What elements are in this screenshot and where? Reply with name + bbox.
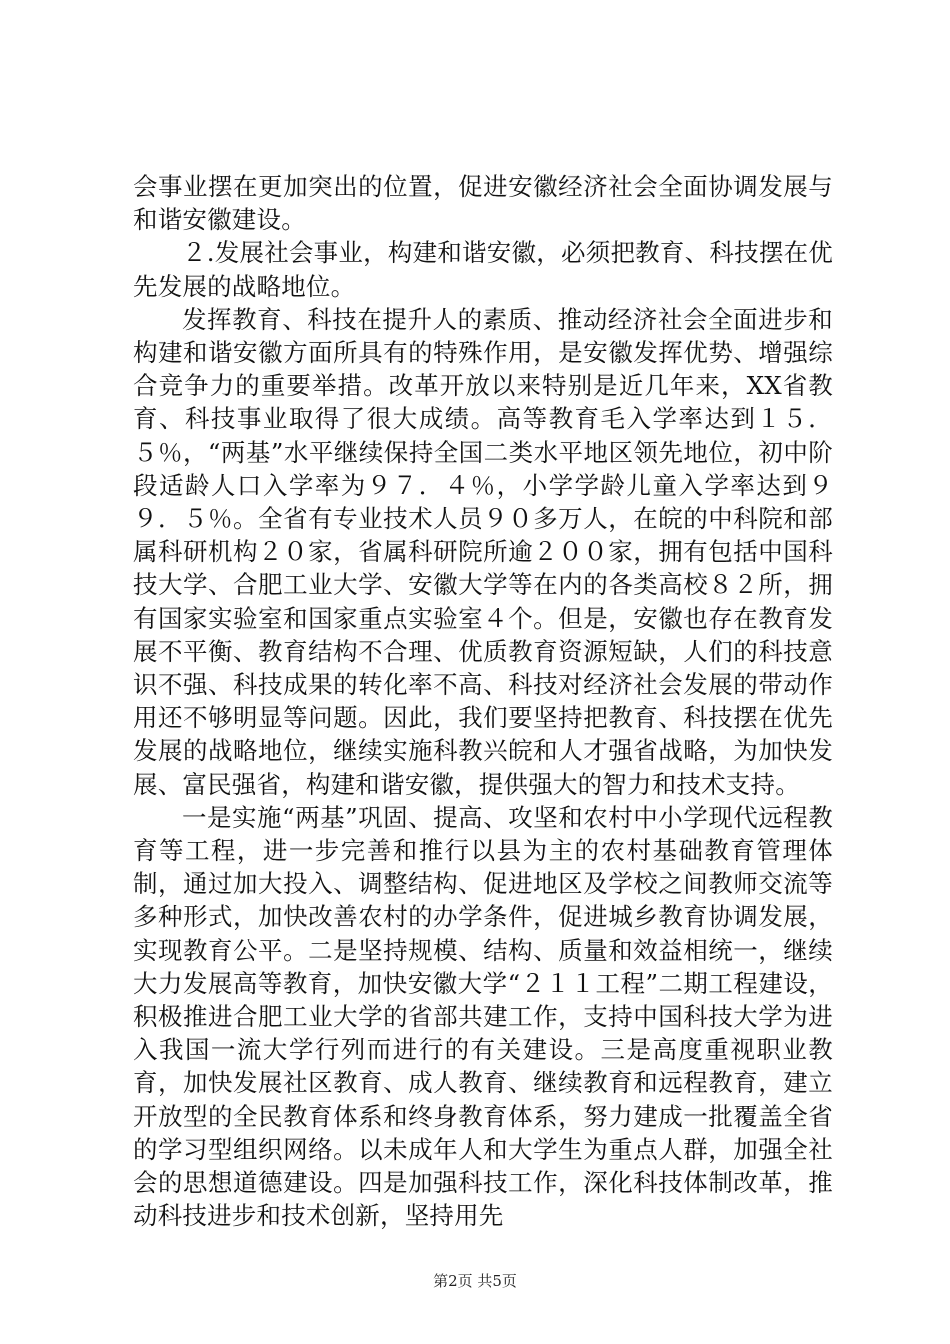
page-footer [0,1270,950,1291]
document-body [133,170,833,1233]
paragraph-education-overview: 发挥教育、科技在提升人的素质、推动经济社会全面进步和构建和谐安徽方面所具有的特殊作用，是安徽发挥优势、增强综合竞争力的重要举措。改革开放以来特别是近几年来，XX省教育、科技事业取得了很大成绩。高等教育毛入学率达到１５．５％，“两基”水平继续保持全国二类水平地区领先地位，初中阶段适龄人口入学率为９７．４％，小学学龄儿童入学率达到９９．５％。全省有专业技术人员９０多万人，在皖的中科院和部属科研机构２０家，省属科研院所逾２００家，拥有包括中国科技大学、合肥工业大学、安徽大学等在内的各类高校８２所，拥有国家实验室和国家重点实验室４个。但是，安徽也存在教育发展不平衡、教育结构不合理、优质教育资源短缺，人们的科技意识不强、科技成果的转化率不高、科技对经济社会发展的带动作用还不够明显等问题。因此，我们要坚持把教育、科技摆在优先发展的战略地位，继续实施科教兴皖和人才强省战略，为加快发展、富民强省，构建和谐安徽，提供强大的智力和技术支持。 [133,304,833,799]
paragraph-heading-2: ２.发展社会事业，构建和谐安徽，必须把教育、科技摆在优先发展的战略地位。 [133,238,833,301]
page-number: 第2页 共5页 [433,1272,517,1290]
paragraph-continuation: 会事业摆在更加突出的位置，促进安徽经济社会全面协调发展与和谐安徽建设。 [133,172,833,235]
paragraph-measures: 一是实施“两基”巩固、提高、攻坚和农村中小学现代远程教育等工程，进一步完善和推行以县为主的农村基础教育管理体制，通过加大投入、调整结构、促进地区及学校之间教师交流等多种形式，加快改善农村的办学条件，促进城乡教育协调发展，实现教育公平。二是坚持规模、结构、质量和效益相统一，继续大力发展高等教育，加快安徽大学“２１１工程”二期工程建设，积极推进合肥工业大学的省部共建工作，支持中国科技大学为进入我国一流大学行列而进行的有关建设。三是高度重视职业教育，加快发展社区教育、成人教育、继续教育和远程教育，建立开放型的全民教育体系和终身教育体系，努力建成一批覆盖全省的学习型组织网络。以未成年人和大学生为重点人群，加强全社会的思想道德建设。四是加强科技工作，深化科技体制改革，推动科技进步和技术创新，坚持用先 [133,802,833,1231]
